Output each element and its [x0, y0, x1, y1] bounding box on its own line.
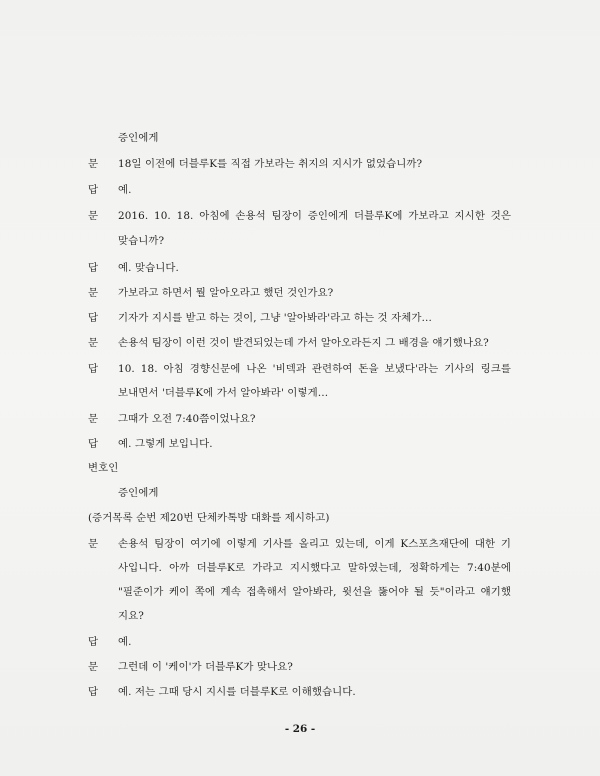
answer-text: 예. 그렇게 보입니다. — [118, 438, 213, 450]
question-label: 문 — [88, 287, 99, 299]
question-label: 문 — [88, 337, 99, 349]
answer-label: 답 — [88, 438, 99, 450]
question-label: 문 — [88, 413, 99, 425]
answer-text: 보내면서 '더블루K에 가서 알아봐라' 이렇게… — [118, 387, 329, 399]
question-text: 맞습니까? — [118, 235, 165, 247]
answer-text: 예. — [118, 636, 132, 648]
addressee-label: 증인에게 — [118, 487, 159, 499]
answer-label: 답 — [88, 686, 99, 698]
question-text: 18일 이전에 더블루K를 직접 가보라는 취지의 지시가 없었습니까? — [118, 158, 423, 170]
answer-text: 예. 맞습니다. — [118, 262, 179, 274]
page-number: - 26 - — [284, 723, 316, 735]
answer-label: 답 — [88, 636, 99, 648]
answer-text: 예. — [118, 184, 132, 196]
question-text: 손용석 팀장이 이런 것이 발견되었는데 가서 알아오라든지 그 배경을 얘기했나요? — [118, 337, 489, 349]
question-text: 그때가 오전 7:40쯤이었나요? — [118, 413, 256, 425]
question-label: 문 — [88, 538, 99, 550]
answer-label: 답 — [88, 363, 99, 375]
question-text: "필준이가 케이 쪽에 계속 접촉해서 알아봐라, 윗선을 뚫어야 될 듯"이라고 얘기했 — [118, 586, 511, 598]
question-text: 그런데 이 '케이'가 더블루K가 맞나요? — [118, 661, 293, 673]
question-text: 가보라고 하면서 뭘 알아오라고 했던 것인가요? — [118, 287, 334, 299]
addressee-label: 증인에게 — [118, 132, 159, 144]
answer-text: 10. 18. 아침 경향신문에 나온 '비덱과 관련하여 돈을 보냈다'라는 기사의 링크를 — [118, 363, 511, 375]
question-text: 지요? — [118, 610, 144, 622]
question-label: 문 — [88, 210, 99, 222]
answer-label: 답 — [88, 312, 99, 324]
speaker-label: 변호인 — [88, 462, 119, 474]
evidence-note: (증거목록 순번 제20번 단체카톡방 대화를 제시하고) — [88, 512, 330, 524]
question-label: 문 — [88, 661, 99, 673]
question-text: 사입니다. 아까 더블루K로 가라고 지시했다고 말하였는데, 정확하게는 7:40분에 — [118, 562, 511, 574]
answer-label: 답 — [88, 184, 99, 196]
question-label: 문 — [88, 158, 99, 170]
answer-label: 답 — [88, 262, 99, 274]
answer-text: 예. 저는 그때 당시 지시를 더블루K로 이해했습니다. — [118, 686, 356, 698]
answer-text: 기자가 지시를 받고 하는 것이, 그냥 '알아봐라'라고 하는 것 자체가… — [118, 312, 433, 324]
question-text: 손용석 팀장이 여기에 이렇게 기사를 올리고 있는데, 이게 K스포츠재단에 대한 기 — [118, 538, 511, 550]
question-text: 2016. 10. 18. 아침에 손용석 팀장이 증인에게 더블루K에 가보라고 지시한 것은 — [118, 210, 511, 222]
